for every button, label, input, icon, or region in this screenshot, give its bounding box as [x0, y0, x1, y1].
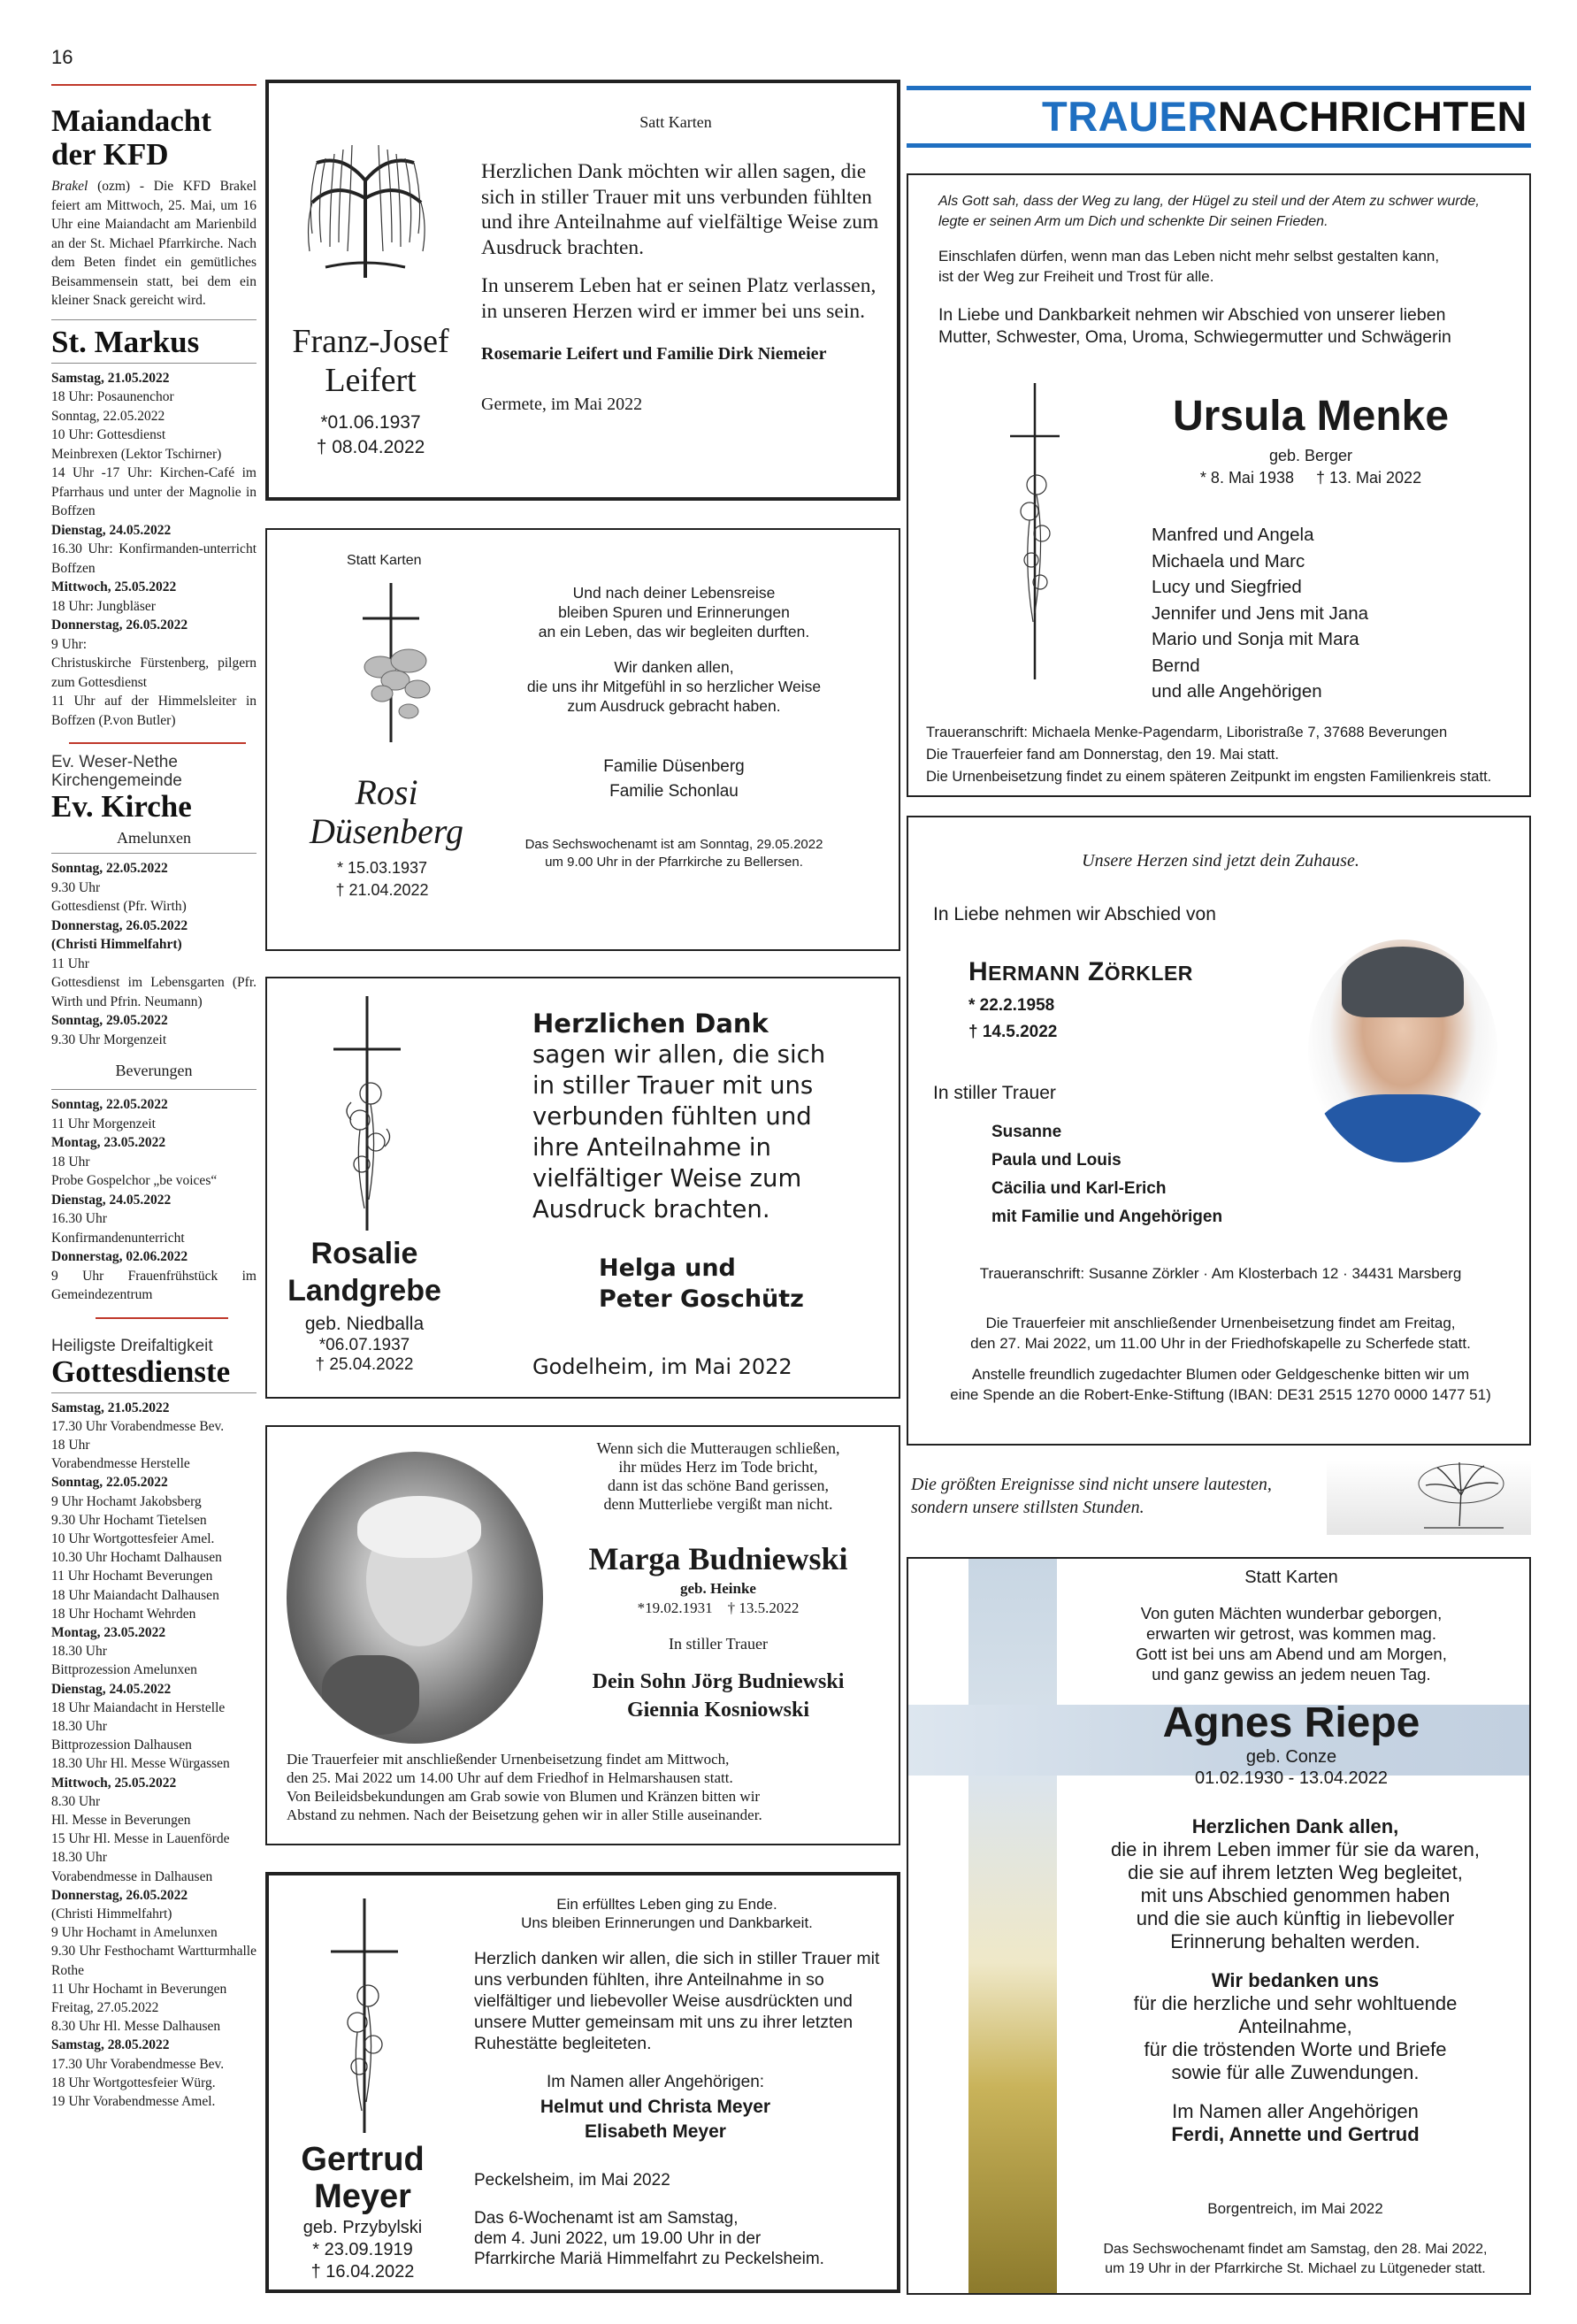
duesenberg-p1b: bleiben Spuren und Erinnerungen	[558, 603, 790, 621]
schedule-line: 9 Uhr Frauenfrühstück im Gemeindezentrum	[51, 1268, 256, 1302]
schedule-line: Gottesdienst im Lebensgarten (Pfr. Wirth und Pfrin. Neumann)	[51, 975, 256, 1009]
riepe-note1: Das Sechswochenamt findet am Samstag, den 28. Mai 2022,	[1103, 2242, 1488, 2257]
gd-title: Gottesdienste	[51, 1354, 231, 1389]
schedule-line: 9.30 Uhr Hochamt Tietelsen	[51, 1512, 207, 1528]
header-rule-bottom	[907, 143, 1531, 148]
schedule-line: 8.30 Uhr	[51, 1793, 101, 1809]
landgrebe-died: † 25.04.2022	[315, 1355, 414, 1374]
schedule-line: 8.30 Uhr Hl. Messe Dalhausen	[51, 2019, 221, 2035]
budniewski-details	[541, 1579, 895, 1653]
zoerkler-last-rest: ÖRKLER	[1104, 962, 1193, 985]
obituary-leifert	[265, 80, 900, 501]
landgrebe-birthname: geb. Niedballa	[304, 1314, 425, 1334]
schedule-line: Sonntag, 22.05.2022	[51, 408, 165, 424]
duesenberg-text	[479, 583, 869, 871]
meyer-text	[474, 1948, 881, 2054]
duesenberg-name-last: Düsenberg	[309, 811, 464, 851]
budniewski-note2: den 25. Mai 2022 um 14.00 Uhr auf dem Friedhof in Helmarshausen statt.	[287, 1769, 733, 1786]
gd-subtitle: Heiligste Dreifaltigkeit	[51, 1336, 213, 1355]
schedule-line: 11 Uhr auf der Himmelsleiter in Boffzen (P.von Butler)	[51, 694, 256, 728]
schedule-line: 15 Uhr Hl. Messe in Lauenförde	[51, 1831, 230, 1847]
riepe-birthname: geb. Conze	[1245, 1747, 1337, 1767]
riepe-poem3: Gott ist bei uns am Abend und am Morgen,	[1136, 1645, 1447, 1663]
meyer-died: † 16.04.2022	[310, 2262, 415, 2282]
schedule-line: Samstag, 21.05.2022	[51, 1400, 170, 1415]
family-member: Manfred und Angela	[1152, 525, 1314, 545]
leifert-name-first: Franz-Josef	[292, 323, 449, 360]
schedule-line: Meinbrexen (Lektor Tschirner)	[51, 446, 222, 462]
leifert-text	[481, 159, 888, 417]
zoerkler-intro: In Liebe nehmen wir Abschied von	[933, 904, 1216, 924]
schedule-line: 9 Uhr:	[51, 636, 88, 652]
family-member: Bernd	[1152, 655, 1200, 676]
schedule-line: Donnerstag, 26.05.2022	[51, 1887, 188, 1903]
riepe-place: Borgentreich, im Mai 2022	[1207, 2200, 1383, 2217]
duesenberg-p2b: die uns ihr Mitgefühl in so herzlicher Weise	[526, 678, 822, 695]
menke-notes	[926, 722, 1527, 788]
riepe-u4: sowie für alle Zuwendungen.	[1171, 2061, 1420, 2083]
landgrebe-family2: Peter Goschütz	[599, 1285, 804, 1313]
obituary-zoerkler	[907, 816, 1531, 1446]
schedule-line: 18.30 Uhr	[51, 1718, 107, 1734]
schedule-line: 16.30 Uhr: Konfirmanden-unterricht Boffzen	[51, 541, 256, 576]
obituary-budniewski	[265, 1425, 900, 1845]
zoerkler-note3: Anstelle freundlich zugedachter Blumen oder Geldgeschenke bitten wir um	[971, 1366, 1470, 1383]
zoerkler-dates	[968, 993, 1057, 1046]
schedule-line: 18 Uhr	[51, 1154, 90, 1170]
landgrebe-l3: in stiller Trauer mit uns	[532, 1071, 814, 1100]
schedule-line: Sonntag, 29.05.2022	[51, 1013, 168, 1028]
menke-family	[1152, 522, 1505, 705]
header-title-part2: NACHRICHTEN	[1217, 93, 1527, 140]
menke-addr: Traueranschrift: Michaela Menke-Pagendarm, Liboristraße 7, 37688 Beverungen	[926, 725, 1448, 740]
duesenberg-p1c: an ein Leben, das wir begleiten durften.	[538, 623, 810, 640]
budniewski-dates: *19.02.1931 † 13.5.2022	[637, 1599, 800, 1616]
menke-quote3: Einschlafen dürfen, wenn man das Leben nicht mehr selbst gestalten kann,	[938, 248, 1440, 265]
riepe-landscape	[968, 1559, 1057, 2293]
meyer-n3: Pfarrkirche Mariä Himmelfahrt zu Peckelsheim.	[474, 2250, 824, 2268]
budniewski-photo	[287, 1452, 543, 1744]
duesenberg-dates	[302, 857, 462, 901]
menke-quote-b	[938, 246, 1513, 287]
family-member: Michaela und Marc	[1152, 550, 1305, 571]
family-member: Mario und Sonja mit Mara	[1152, 629, 1359, 649]
meyer-behalf: Im Namen aller Angehörigen:	[546, 2073, 765, 2091]
duesenberg-p1a: Und nach deiner Lebensreise	[572, 584, 776, 602]
schedule-line: Hl. Messe in Beverungen	[51, 1812, 191, 1828]
schedule-line: 18 Uhr: Posaunenchor	[51, 389, 174, 404]
duesenberg-p2c: zum Ausdruck gebracht haben.	[567, 697, 781, 715]
riepe-t1: die in ihrem Leben immer für sie da waren,	[1111, 1838, 1480, 1860]
leifert-place: Germete, im Mai 2022	[481, 394, 643, 414]
family-member: Paula und Louis	[991, 1151, 1122, 1170]
family-member: Cäcilia und Karl-Erich	[991, 1179, 1167, 1198]
zoerkler-died: † 14.5.2022	[968, 1023, 1058, 1041]
schedule-line: 10 Uhr: Gottesdienst	[51, 427, 166, 442]
schedule-line: 9 Uhr Hochamt in Amelunxen	[51, 1925, 218, 1941]
schedule-line: Gottesdienst (Pfr. Wirth)	[51, 899, 187, 914]
duesenberg-family1: Familie Düsenberg	[603, 757, 745, 776]
kfd-title: Maiandacht der KFD	[51, 104, 211, 172]
cross-rose-icon-meyer	[313, 1898, 419, 2137]
family-member: mit Familie und Angehörigen	[991, 1208, 1223, 1226]
menke-note1: Die Trauerfeier fand am Donnerstag, den 19. Mai statt.	[926, 747, 1279, 763]
budniewski-photo-flowers	[322, 1655, 419, 1735]
riepe-t4: und die sie auch künftig in liebevoller	[1136, 1907, 1455, 1929]
schedule-line: 9.30 Uhr Festhochamt Wartturmhalle Rothe	[51, 1944, 256, 1978]
quote-strip-l1: Die größten Ereignisse sind nicht unsere lautesten,	[911, 1475, 1272, 1494]
zoerkler-note4: eine Spende an die Robert-Enke-Stiftung (IBAN: DE31 2515 1270 0000 1477 51)	[950, 1386, 1491, 1403]
evk-place-amelunxen: Amelunxen	[117, 829, 191, 847]
landgrebe-l5: ihre Anteilnahme in	[532, 1133, 771, 1162]
leifert-family: Rosemarie Leifert und Familie Dirk Niemeier	[481, 344, 827, 364]
budniewski-note	[287, 1750, 897, 1824]
duesenberg-family2: Familie Schonlau	[609, 782, 739, 801]
meyer-notes	[474, 2208, 881, 2269]
budniewski-poem2: ihr müdes Herz im Tode bricht,	[618, 1458, 818, 1476]
zoerkler-last-initial: Z	[1087, 957, 1105, 986]
budniewski-poem3: dann ist das schöne Band gerissen,	[608, 1476, 829, 1494]
schedule-line: 17.30 Uhr Vorabendmesse Bev.	[51, 2056, 225, 2072]
quote-strip-l2: sondern unsere stillsten Stunden.	[911, 1498, 1144, 1517]
schedule-line: Christuskirche Fürstenberg, pilgern zum Gottesdienst	[51, 656, 256, 690]
riepe-note2: um 19 Uhr in der Pfarrkirche St. Michael zu Lütgeneder statt.	[1105, 2261, 1486, 2276]
menke-dates: * 8. Mai 1938 † 13. Mai 2022	[1199, 469, 1422, 487]
riepe-u1: für die herzliche und sehr wohltuende	[1133, 1992, 1458, 2014]
schedule-line: 11 Uhr Hochamt Beverungen	[51, 1569, 213, 1584]
menke-quote1: Als Gott sah, dass der Weg zu lang, der Hügel zu steil und der Atem zu schwer wurde,	[938, 194, 1480, 209]
obituary-menke	[907, 173, 1531, 797]
schedule-line: 9 Uhr Hochamt Jakobsberg	[51, 1493, 202, 1509]
riepe-details	[1057, 1746, 1526, 1789]
zoerkler-first-rest: ERMANN	[988, 962, 1081, 985]
meyer-family1: Helmut und Christa Meyer	[540, 2097, 771, 2117]
landgrebe-l4: verbunden fühlten und	[532, 1102, 812, 1131]
landgrebe-dates	[276, 1313, 453, 1375]
schedule-line: Donnerstag, 26.05.2022	[51, 617, 188, 633]
evk-title: Ev. Kirche	[51, 789, 192, 824]
gd-schedule	[51, 1399, 256, 2112]
menke-intro1: In Liebe und Dankbarkeit nehmen wir Abschied von unserer lieben	[938, 305, 1446, 325]
meyer-top2: Uns bleiben Erinnerungen und Dankbarkeit.	[521, 1914, 813, 1931]
schedule-line: 18.30 Uhr Hl. Messe Würgassen	[51, 1756, 230, 1772]
budniewski-note4: Abstand zu nehmen. Nach der Beisetzung gehen wir in aller Stille auseinander.	[287, 1806, 762, 1823]
duesenberg-p2a: Wir danken allen,	[614, 658, 734, 676]
landgrebe-text	[532, 1009, 886, 1225]
leifert-heading: Satt Karten	[639, 113, 712, 131]
schedule-line: 14 Uhr -17 Uhr: Kirchen-Café im Pfarrhaus und unter der Magnolie in Boffzen	[51, 465, 256, 518]
schedule-line: (Christi Himmelfahrt)	[51, 1906, 172, 1921]
riepe-poem	[1057, 1603, 1526, 1684]
schedule-line: Konfirmandenunterricht	[51, 1230, 185, 1246]
leifert-died: † 08.04.2022	[316, 437, 425, 457]
landgrebe-l6: vielfältiger Weise zum	[532, 1164, 802, 1193]
evk-place-beverungen: Beverungen	[115, 1062, 193, 1079]
budniewski-name: Marga Budniewski	[588, 1541, 848, 1576]
meyer-dates	[274, 2217, 451, 2283]
landgrebe-name	[276, 1235, 453, 1309]
riepe-poem2: erwarten wir getrost, was kommen mag.	[1146, 1624, 1436, 1643]
willow-tree-icon	[290, 119, 440, 278]
markus-title: St. Markus	[51, 324, 200, 359]
menke-birthname: geb. Berger	[1268, 447, 1353, 464]
meyer-name	[274, 2141, 451, 2215]
meyer-n2: dem 4. Juni 2022, um 19.00 Uhr in der	[474, 2229, 762, 2248]
schedule-line: Mittwoch, 25.05.2022	[51, 1775, 177, 1791]
riepe-behalf: Im Namen aller Angehörigen	[1172, 2100, 1419, 2122]
meyer-name-first: Gertrud	[301, 2141, 425, 2178]
leifert-born: *01.06.1937	[320, 412, 421, 433]
header-rule-top	[907, 86, 1531, 90]
schedule-line: 19 Uhr Vorabendmesse Amel.	[51, 2094, 216, 2110]
meyer-family2: Elisabeth Meyer	[585, 2121, 726, 2142]
family-member: Jennifer und Jens mit Jana	[1152, 602, 1368, 624]
budniewski-family2: Giennia Kosniowski	[626, 1699, 810, 1722]
schedule-line: Dienstag, 24.05.2022	[51, 1681, 172, 1697]
leifert-p1: Herzlichen Dank möchten wir allen sagen, die sich in stiller Trauer mit uns verbunden fühlten und ihre Anteilnahme auf vielfältige Weise zum Ausdruck brachten.	[481, 160, 879, 259]
landgrebe-family1: Helga und	[599, 1254, 736, 1282]
meyer-n1: Das 6-Wochenamt ist am Samstag,	[474, 2209, 739, 2228]
budniewski-note1: Die Trauerfeier mit anschließender Urnenbeisetzung findet am Mittwoch,	[287, 1751, 730, 1768]
schedule-line: Donnerstag, 26.05.2022	[51, 917, 188, 933]
meyer-family-block	[474, 2070, 837, 2144]
zoerkler-photo-cap	[1342, 947, 1464, 1017]
schedule-line: 18 Uhr Maiandacht in Herstelle	[51, 1699, 226, 1715]
obituary-duesenberg	[265, 528, 900, 951]
landgrebe-name-first: Rosalie	[310, 1237, 418, 1270]
budniewski-note3: Von Beileidsbekundungen am Grab sowie von Blumen und Kränzen bitten wir	[287, 1788, 761, 1805]
cross-rose-icon-menke	[992, 383, 1081, 684]
zoerkler-mourning: In stiller Trauer	[933, 1083, 1056, 1103]
schedule-line: Donnerstag, 02.06.2022	[51, 1249, 188, 1264]
header-title	[907, 94, 1527, 140]
riepe-thanks2-head: Wir bedanken uns	[1211, 1969, 1380, 1991]
schedule-line: 18 Uhr Maiandacht Dalhausen	[51, 1587, 219, 1603]
landgrebe-l1: Herzlichen Dank	[532, 1009, 769, 1039]
zoerkler-note1: Die Trauerfeier mit anschließender Urnenbeisetzung findet am Freitag,	[985, 1315, 1456, 1331]
leifert-name	[278, 322, 463, 400]
duesenberg-born: * 15.03.1937	[336, 859, 428, 877]
zoerkler-name	[968, 957, 1193, 987]
schedule-line: (Christi Himmelfahrt)	[51, 937, 182, 952]
schedule-line: 9.30 Uhr	[51, 879, 101, 895]
leifert-name-last: Leifert	[325, 362, 417, 399]
schedule-line: 11 Uhr Morgenzeit	[51, 1116, 156, 1131]
schedule-line: Montag, 23.05.2022	[51, 1135, 166, 1150]
schedule-line: 11 Uhr	[51, 955, 89, 971]
landgrebe-place: Godelheim, im Mai 2022	[532, 1354, 792, 1379]
riepe-u3: für die tröstenden Worte und Briefe	[1144, 2038, 1447, 2060]
schedule-line: Freitag, 27.05.2022	[51, 2000, 159, 2015]
schedule-line: Sonntag, 22.05.2022	[51, 861, 168, 876]
schedule-line: Bittprozession Dalhausen	[51, 1737, 192, 1753]
schedule-line: Samstag, 21.05.2022	[51, 370, 170, 386]
duesenberg-died: † 21.04.2022	[335, 881, 429, 899]
riepe-dates: 01.02.1930 - 13.04.2022	[1195, 1768, 1388, 1788]
meyer-top1: Ein erfülltes Leben ging zu Ende.	[556, 1896, 777, 1913]
budniewski-family1: Dein Sohn Jörg Budniewski	[592, 1670, 845, 1693]
schedule-line: Mittwoch, 25.05.2022	[51, 579, 177, 594]
duesenberg-note1: Das Sechswochenamt ist am Sonntag, 29.05.2022	[524, 837, 823, 852]
riepe-name: Agnes Riepe	[1162, 1699, 1420, 1746]
evk-schedule-beverungen	[51, 1095, 256, 1305]
cross-orchid-icon	[347, 583, 453, 751]
kfd-text	[51, 177, 256, 311]
obituary-landgrebe	[265, 977, 900, 1399]
schedule-line: Dienstag, 24.05.2022	[51, 522, 172, 538]
landgrebe-born: *06.07.1937	[318, 1336, 410, 1354]
duesenberg-name	[285, 773, 488, 851]
tree-icon	[1406, 1455, 1512, 1530]
menke-quote2: legte er seinen Arm um Dich und schenkte Dir seinen Frieden.	[938, 214, 1328, 229]
menke-name: Ursula Menke	[1172, 393, 1450, 440]
landgrebe-family	[599, 1253, 864, 1315]
obituary-riepe	[907, 1557, 1531, 2295]
schedule-line: 10 Uhr Wortgottesfeier Amel.	[51, 1530, 215, 1546]
markus-schedule	[51, 369, 256, 731]
schedule-line: 16.30 Uhr	[51, 1211, 107, 1226]
menke-intro2: Mutter, Schwester, Oma, Uroma, Schwiegermutter und Schwägerin	[938, 327, 1451, 347]
landgrebe-l2: sagen wir allen, die sich	[532, 1040, 826, 1069]
cross-rose-icon	[316, 996, 422, 1235]
riepe-heading: Statt Karten	[1244, 1568, 1338, 1587]
schedule-line: 18 Uhr: Jungbläser	[51, 598, 156, 614]
page-number: 16	[51, 46, 73, 68]
riepe-family: Ferdi, Annette und Gertrud	[1171, 2123, 1420, 2145]
leifert-p2: In unserem Leben hat er seinen Platz verlassen, in unseren Herzen wird er immer bei uns sein.	[481, 274, 877, 323]
schedule-line: Vorabendmesse Herstelle	[51, 1456, 190, 1472]
zoerkler-notes	[908, 1313, 1533, 1405]
menke-intro	[938, 304, 1513, 349]
leifert-dates	[278, 410, 463, 460]
budniewski-birthname: geb. Heinke	[680, 1580, 756, 1597]
zoerkler-born: * 22.2.1958	[968, 996, 1055, 1015]
riepe-poem4: und ganz gewiss an jedem neuen Tag.	[1152, 1665, 1431, 1684]
evk-subtitle: Ev. Weser-Nethe Kirchengemeinde	[51, 753, 182, 790]
evk-schedule-amelunxen	[51, 859, 256, 1049]
landgrebe-l7: Ausdruck brachten.	[532, 1195, 770, 1223]
duesenberg-note2: um 9.00 Uhr in der Pfarrkirche zu Bellersen.	[545, 855, 803, 870]
budniewski-poem	[541, 1439, 895, 1514]
obituary-meyer	[265, 1872, 900, 2293]
meyer-p1: Herzlich danken wir allen, die sich in stiller Trauer mit uns verbunden fühlten, ihre Anteilnahme in so vielfältiger und liebevoller Weise ausdrückten und unsere Mutter gemeinsam mit uns zu ihrer letzten Ruhestätte begleiteten.	[474, 1949, 880, 2053]
left-column	[51, 104, 256, 2111]
top-rule	[51, 84, 256, 86]
menke-details	[1129, 445, 1492, 489]
riepe-t2: die sie auf ihrem letzten Weg begleitet,	[1128, 1861, 1463, 1883]
menke-quote	[938, 191, 1513, 232]
landgrebe-name-last: Landgrebe	[287, 1274, 441, 1308]
duesenberg-heading: Statt Karten	[347, 553, 422, 568]
budniewski-poem4: denn Mutterliebe vergißt man nicht.	[603, 1495, 833, 1513]
family-member: Susanne	[991, 1123, 1062, 1141]
schedule-line: Montag, 23.05.2022	[51, 1624, 166, 1640]
schedule-line: 18.30 Uhr	[51, 1850, 107, 1866]
meyer-place: Peckelsheim, im Mai 2022	[474, 2171, 670, 2190]
schedule-line: 10.30 Uhr Hochamt Dalhausen	[51, 1550, 222, 1566]
schedule-line: Bittprozession Amelunxen	[51, 1662, 197, 1678]
zoerkler-first-initial: H	[968, 957, 989, 986]
schedule-line: 18.30 Uhr	[51, 1644, 107, 1660]
meyer-born: * 23.09.1919	[312, 2240, 413, 2259]
budniewski-family	[541, 1668, 895, 1724]
meyer-birthname: geb. Przybylski	[302, 2218, 423, 2237]
quote-strip	[911, 1473, 1371, 1519]
zoerkler-quote: Unsere Herzen sind jetzt dein Zuhause.	[1082, 851, 1359, 871]
kfd-body: (ozm) - Die KFD Brakel feiert am Mittwoch, 25. Mai, um 16 Uhr eine Maiandacht am Marienbild an der St. Michael Pfarrkirche. Nach dem Beten findet ein gemütliches Beisammensein statt, bei dem ein kleiner Snack gereicht wird.	[51, 179, 256, 308]
schedule-line: 11 Uhr Hochamt in Beverungen	[51, 1981, 227, 1997]
meyer-name-last: Meyer	[314, 2178, 411, 2215]
menke-note2: Die Urnenbeisetzung findet zu einem späteren Zeitpunkt im engsten Familienkreis statt.	[926, 769, 1492, 785]
schedule-line: Sonntag, 22.05.2022	[51, 1475, 168, 1491]
kfd-place: Brakel	[51, 179, 88, 194]
schedule-line: Dienstag, 24.05.2022	[51, 1192, 172, 1208]
zoerkler-addr: Traueranschrift: Susanne Zörkler · Am Klosterbach 12 · 34431 Marsberg	[979, 1265, 1462, 1282]
riepe-u2: Anteilnahme,	[1238, 2015, 1352, 2037]
riepe-t5: Erinnerung behalten werden.	[1170, 1930, 1420, 1952]
schedule-line: Samstag, 28.05.2022	[51, 2037, 170, 2053]
zoerkler-family	[991, 1118, 1345, 1231]
riepe-poem1: Von guten Mächten wunderbar geborgen,	[1140, 1604, 1443, 1622]
budniewski-photo-hair	[357, 1496, 481, 1558]
menke-quote4: ist der Weg zur Freiheit und Trost für alle.	[938, 268, 1214, 285]
schedule-line: Sonntag, 22.05.2022	[51, 1097, 168, 1112]
header-title-part1: TRAUER	[1042, 93, 1218, 140]
meyer-top	[463, 1895, 870, 1932]
riepe-notes	[1068, 2240, 1523, 2279]
schedule-line: Vorabendmesse in Dalhausen	[51, 1868, 213, 1884]
riepe-thanks-head: Herzlichen Dank allen,	[1191, 1815, 1399, 1837]
schedule-line: 9.30 Uhr Morgenzeit	[51, 1032, 167, 1047]
riepe-t3: mit uns Abschied genommen haben	[1140, 1884, 1451, 1906]
schedule-line: 18 Uhr Hochamt Wehrden	[51, 1606, 196, 1622]
family-member: und alle Angehörigen	[1152, 681, 1322, 702]
riepe-thanks	[1068, 1815, 1523, 2146]
schedule-line: 17.30 Uhr Vorabendmesse Bev.	[51, 1418, 225, 1434]
schedule-line: 18 Uhr Wortgottesfeier Würg.	[51, 2075, 216, 2090]
schedule-line: Probe Gospelchor „be voices“	[51, 1173, 218, 1188]
family-member: Lucy und Siegfried	[1152, 577, 1302, 597]
duesenberg-name-first: Rosi	[355, 772, 418, 812]
budniewski-poem1: Wenn sich die Mutteraugen schließen,	[596, 1439, 840, 1457]
zoerkler-note2: den 27. Mai 2022, um 11.00 Uhr in der Friedhofskapelle zu Scherfede statt.	[970, 1335, 1471, 1352]
schedule-line: 18 Uhr	[51, 1437, 90, 1453]
budniewski-mourning: In stiller Trauer	[669, 1635, 768, 1653]
